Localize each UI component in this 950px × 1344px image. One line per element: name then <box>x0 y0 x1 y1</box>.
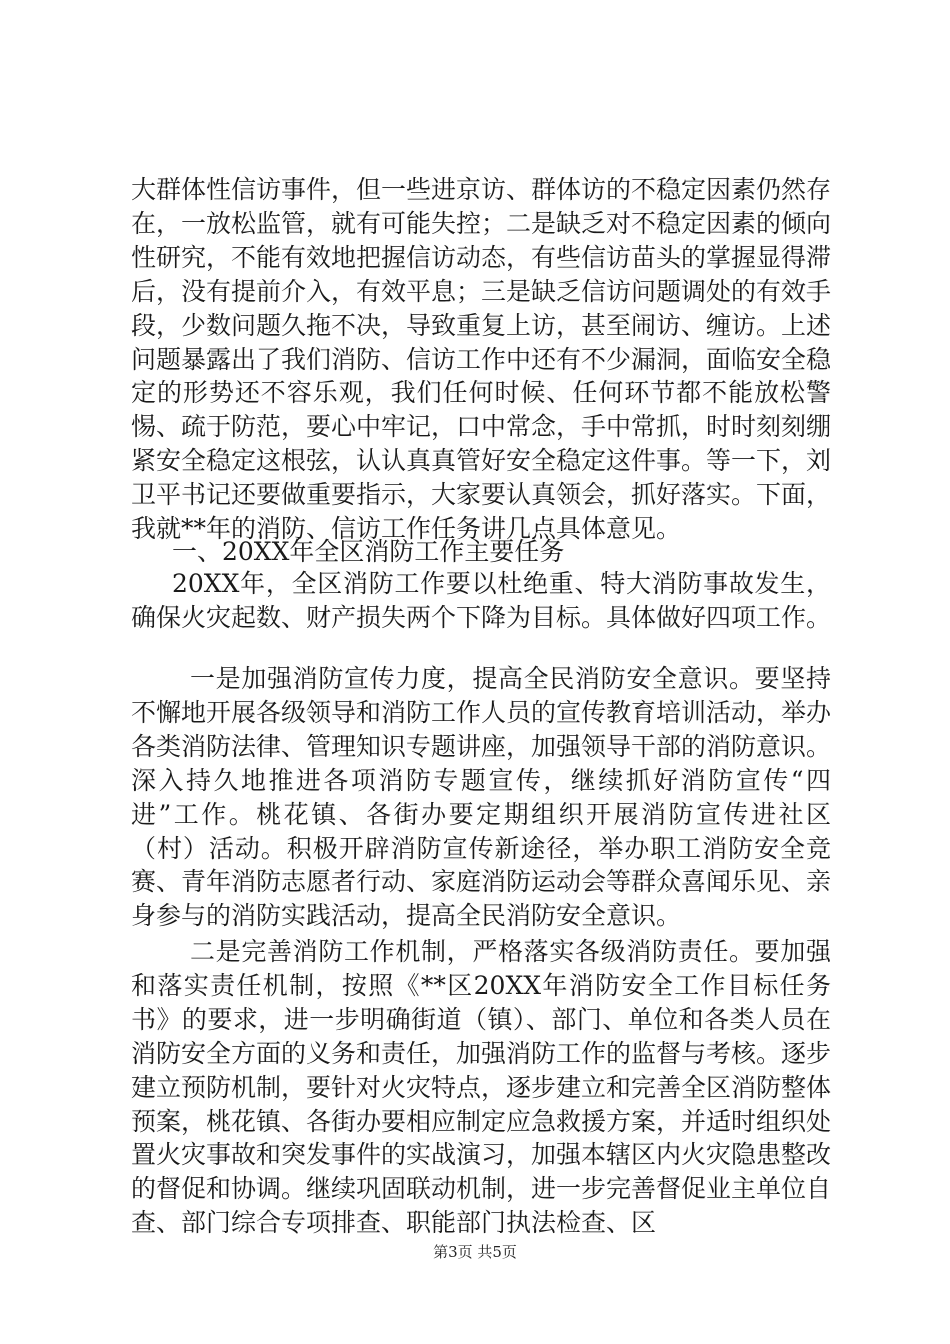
body-paragraph-continuation: 大群体性信访事件，但一些进京访、群体访的不稳定因素仍然存在，一放松监管，就有可能失控；二是缺乏对不稳定因素的倾向性研究，不能有效地把握信访动态，有些信访苗头的掌握显得滞后，没有提前介入，有效平息；三是缺乏信访问题调处的有效手段，少数问题久拖不决，导致重复上访，甚至闹访、缠访。上述问题暴露出了我们消防、信访工作中还有不少漏洞，面临安全稳定的形势还不容乐观，我们任何时候、任何环节都不能放松警惕、疏于防范，要心中牢记，口中常念，手中常抓，时时刻刻绷紧安全稳定这根弦，认认真真管好安全稳定这件事。等一下，刘卫平书记还要做重要指示，大家要认真领会，抓好落实。下面，我就**年的消防、信访工作任务讲几点具体意见。 <box>131 175 832 544</box>
section-intro-paragraph: 20XX年，全区消防工作要以杜绝重、特大消防事故发生，确保火灾起数、财产损失两个下降为目标。具体做好四项工作。 <box>131 569 832 632</box>
page-number-footer: 第3页 共5页 <box>433 1243 517 1261</box>
task-item-one-paragraph: 一是加强消防宣传力度，提高全民消防安全意识。要坚持不懈地开展各级领导和消防工作人员的宣传教育培训活动，举办各类消防法律、管理知识专题讲座，加强领导干部的消防意识。深入持久地推进各项消防专题宣传，继续抓好消防宣传“四进”工作。桃花镇、各街办要定期组织开展消防宣传进社区（村）活动。积极开辟消防宣传新途径，举办职工消防安全竞赛、青年消防志愿者行动、家庭消防运动会等群众喜闻乐见、亲身参与的消防实践活动，提高全民消防安全意识。 <box>131 664 832 931</box>
section-heading: 一、20XX年全区消防工作主要任务 <box>172 537 565 566</box>
task-item-two-paragraph: 二是完善消防工作机制，严格落实各级消防责任。要加强和落实责任机制，按照《**区20XX年消防安全工作目标任务书》的要求，进一步明确街道（镇）、部门、单位和各类人员在消防安全方面的义务和责任，加强消防工作的监督与考核。逐步建立预防机制，要针对火灾特点，逐步建立和完善全区消防整体预案，桃花镇、各街办要相应制定应急救援方案，并适时组织处置火灾事故和突发事件的实战演习，加强本辖区内火灾隐患整改的督促和协调。继续巩固联动机制，进一步完善督促业主单位自查、部门综合专项排查、职能部门执法检查、区 <box>131 937 832 1238</box>
